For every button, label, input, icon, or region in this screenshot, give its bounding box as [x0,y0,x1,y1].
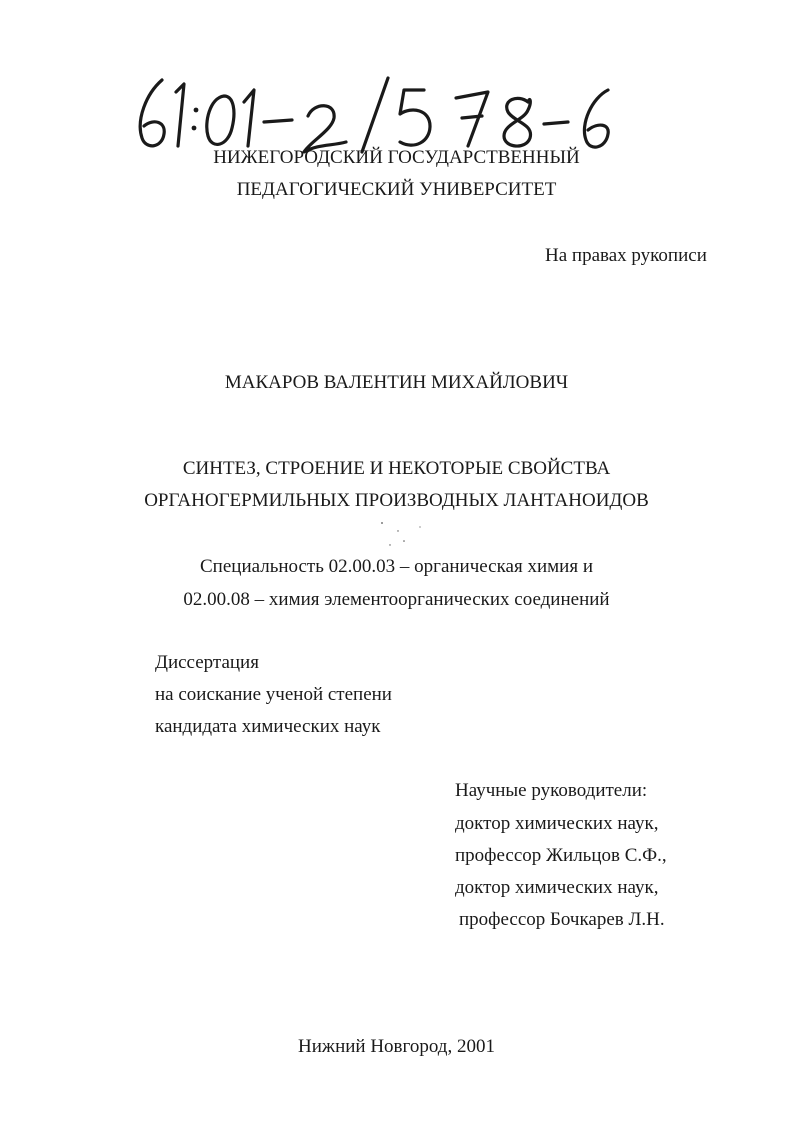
rights-note: На правах рукописи [545,245,707,266]
title-line-2: ОРГАНОГЕРМИЛЬНЫХ ПРОИЗВОДНЫХ ЛАНТАНОИДОВ [144,490,649,511]
author-name: МАКАРОВ ВАЛЕНТИН МИХАЙЛОВИЧ [224,372,569,393]
scan-specks [370,515,450,555]
university-name-line-1: НИЖЕГОРОДСКИЙ ГОСУДАРСТВЕННЫЙ [213,147,580,168]
specialty-line-1: Специальность 02.00.03 – органическая химия и [200,556,593,577]
place-and-year: Нижний Новгород, 2001 [298,1036,495,1057]
specialty-line-2: 02.00.08 – химия элементоорганических соединений [183,589,610,610]
supervisors-heading: Научные руководители: [455,780,648,801]
handwritten-archive-number [132,72,622,154]
dissertation-field-line: кандидата химических наук [155,716,381,737]
supervisor-2-name: профессор Бочкарев Л.Н. [459,909,665,930]
supervisor-1-name: профессор Жильцов С.Ф., [455,845,667,866]
supervisor-1-degree: доктор химических наук, [455,813,659,834]
dissertation-degree-line: на соискание ученой степени [155,684,392,705]
supervisor-2-degree: доктор химических наук, [455,877,659,898]
university-name-line-2: ПЕДАГОГИЧЕСКИЙ УНИВЕРСИТЕТ [236,179,557,200]
dissertation-label: Диссертация [155,652,259,673]
title-line-1: СИНТЕЗ, СТРОЕНИЕ И НЕКОТОРЫЕ СВОЙСТВА [182,458,611,479]
